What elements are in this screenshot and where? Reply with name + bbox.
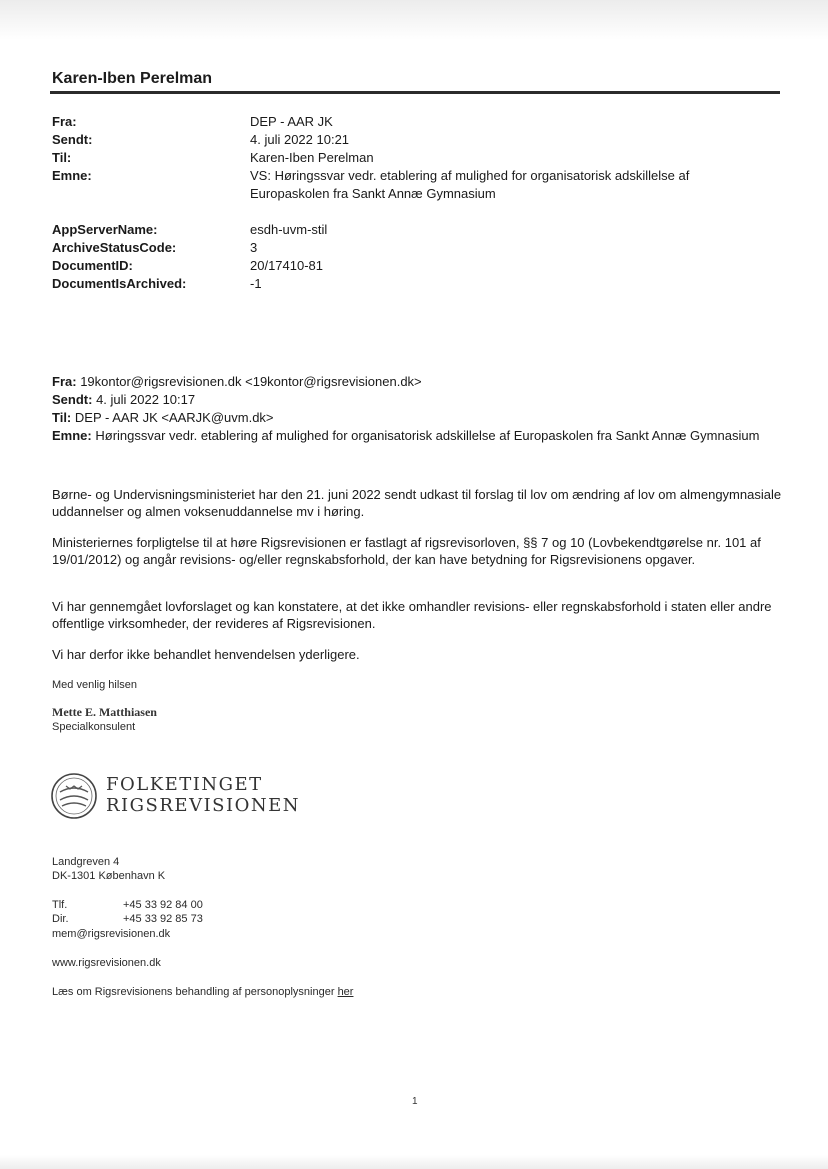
body-paragraph-3: Vi har gennemgået lovforslaget og kan konstatere, at det ikke omhandler revisions- eller regnskabsforhold i staten eller andre offentlige virksomheder, der revideres af Rigsrevisionen. [52, 599, 772, 631]
subject-value: VS: Høringssvar vedr. etablering af mulighed for organisatorisk adskillelse af Europaskolen fra Sankt Annæ Gymnasium [250, 168, 690, 201]
scan-shadow-bottom [0, 1155, 828, 1169]
signature-name: Mette E. Matthiasen [52, 705, 157, 719]
forwarded-to-value: DEP - AAR JK <AARJK@uvm.dk> [74, 410, 274, 425]
forwarded-from: Fra: 19kontor@rigsrevisionen.dk <19kontor@rigsrevisionen.dk> [52, 374, 422, 389]
signature-title: Specialkonsulent [52, 721, 136, 733]
sent-label: Sendt: [52, 132, 93, 147]
body-paragraph-2: Ministeriernes forpligtelse til at høre Rigsrevisionen er fastlagt af rigsrevisorloven, §§ 7 og 10 (Lovbekendtgørelse nr. 101 af 19/01/2012) og angår revisions- og/eller regnskabsforhold, der kan have betydning for Rigsrevisionens opgaver. [52, 535, 761, 567]
from-label: Fra: [52, 114, 77, 129]
email-link[interactable]: mem@rigsrevisionen.dk [52, 928, 171, 940]
closing: Med venlig hilsen [52, 679, 137, 691]
forwarded-subject: Emne: Høringssvar vedr. etablering af mulighed for organisatorisk adskillelse af Europaskolen fra Sankt Annæ Gymnasium [52, 428, 760, 443]
archivestatus-value: 3 [250, 240, 258, 255]
documentisarchived-value: -1 [250, 276, 262, 291]
direct-label: Dir. [52, 913, 69, 925]
body-paragraph-1: Børne- og Undervisningsministeriet har den 21. juni 2022 sendt udkast til forslag til lov om ændring af lov om almengymnasiale uddannelser og almen voksenuddannelse mv i høring. [52, 487, 782, 519]
direct-value: +45 33 92 85 73 [123, 913, 203, 925]
body-paragraph-4: Vi har derfor ikke behandlet henvendelsen yderligere. [52, 647, 360, 662]
forwarded-sent-value: 4. juli 2022 10:17 [96, 392, 196, 407]
page-number: 1 [412, 1096, 418, 1107]
mailbox-owner: Karen-Iben Perelman [52, 70, 213, 87]
forwarded-subject-value: Høringssvar vedr. etablering af mulighed for organisatorisk adskillelse af Europaskolen fra Sankt Annæ Gymnasium [95, 428, 760, 443]
folketinget-seal-icon [50, 772, 98, 825]
website-link[interactable]: www.rigsrevisionen.dk [52, 957, 161, 969]
forwarded-from-value: 19kontor@rigsrevisionen.dk <19kontor@rigsrevisionen.dk> [80, 374, 422, 389]
to-value: Karen-Iben Perelman [250, 150, 374, 165]
subject-label: Emne: [52, 168, 92, 183]
documentisarchived-label: DocumentIsArchived: [52, 276, 187, 291]
address-city: DK-1301 København K [52, 870, 166, 882]
sent-value: 4. juli 2022 10:21 [250, 132, 350, 147]
header-divider [50, 91, 780, 94]
to-label: Til: [52, 150, 72, 165]
forwarded-header [52, 373, 772, 445]
privacy-note: Læs om Rigsrevisionens behandling af personoplysninger her [52, 986, 354, 998]
address-street: Landgreven 4 [52, 856, 120, 868]
documentid-label: DocumentID: [52, 258, 133, 273]
from-value: DEP - AAR JK [250, 114, 333, 129]
privacy-link[interactable]: her [337, 986, 354, 998]
logo-rigsrevisionen: RIGSREVISIONEN [106, 795, 301, 816]
forwarded-sent: Sendt: 4. juli 2022 10:17 [52, 392, 196, 407]
appserver-label: AppServerName: [52, 222, 158, 237]
forwarded-to: Til: DEP - AAR JK <AARJK@uvm.dk> [52, 410, 274, 425]
phone-label: Tlf. [52, 899, 68, 911]
phone-value: +45 33 92 84 00 [123, 899, 203, 911]
logo-folketinget: FOLKETINGET [106, 774, 263, 795]
appserver-value: esdh-uvm-stil [250, 222, 328, 237]
documentid-value: 20/17410-81 [250, 258, 324, 273]
scan-shadow-top [0, 0, 828, 40]
archivestatus-label: ArchiveStatusCode: [52, 240, 177, 255]
